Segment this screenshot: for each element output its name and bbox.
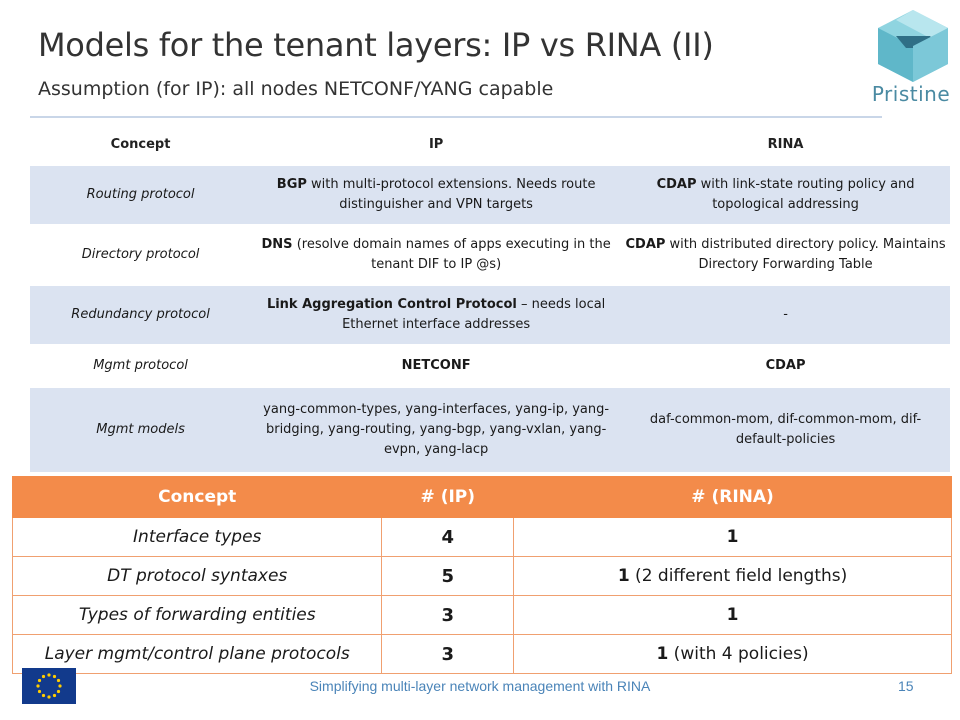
- header-concept: Concept: [30, 122, 251, 166]
- slide-subtitle: Assumption (for IP): all nodes NETCONF/YANG capable: [38, 78, 554, 100]
- row-rina-count: 1 (2 different field lengths): [514, 557, 952, 596]
- header-ip-count: # (IP): [382, 477, 514, 518]
- row-rina: daf-common-mom, dif-common-mom, dif-default-policies: [621, 388, 950, 472]
- complexity-count-table: [12, 476, 952, 674]
- row-ip: yang-common-types, yang-interfaces, yang-ip, yang-bridging, yang-routing, yang-bgp, yang-vxlan, yang-evpn, yang-lacp: [251, 388, 621, 472]
- table-row: [30, 344, 950, 388]
- header-rina: RINA: [621, 122, 950, 166]
- table-row: [13, 635, 952, 674]
- table-header-row: [30, 122, 950, 166]
- header-ip: IP: [251, 122, 621, 166]
- row-rina-count: 1: [514, 518, 952, 557]
- row-rina: -: [621, 286, 950, 344]
- table-row: [30, 166, 950, 224]
- title-divider: [30, 116, 882, 118]
- footer-text: Simplifying multi-layer network management with RINA: [309, 678, 651, 694]
- page-number: 15: [898, 678, 914, 694]
- table-row: [13, 596, 952, 635]
- row-ip-count: 4: [382, 518, 514, 557]
- pristine-logo: [868, 8, 958, 112]
- table-row: [13, 557, 952, 596]
- row-concept: Redundancy protocol: [30, 286, 251, 344]
- header-rina-count: # (RINA): [514, 477, 952, 518]
- row-ip-count: 3: [382, 596, 514, 635]
- row-concept: Routing protocol: [30, 166, 251, 224]
- row-ip: BGP with multi-protocol extensions. Needs route distinguisher and VPN targets: [251, 166, 621, 224]
- row-ip: NETCONF: [401, 358, 471, 373]
- row-concept: DT protocol syntaxes: [13, 557, 382, 596]
- header-concept: Concept: [13, 477, 382, 518]
- row-rina: CDAP with distributed directory policy. Maintains Directory Forwarding Table: [625, 237, 946, 272]
- row-ip-count: 5: [382, 557, 514, 596]
- table-row: [30, 286, 950, 344]
- row-concept: Layer mgmt/control plane protocols: [13, 635, 382, 674]
- row-concept: Types of forwarding entities: [13, 596, 382, 635]
- ip-vs-rina-table: [30, 122, 950, 472]
- row-rina-count: 1 (with 4 policies): [514, 635, 952, 674]
- row-ip-count: 3: [382, 635, 514, 674]
- row-ip: Link Aggregation Control Protocol – needs local Ethernet interface addresses: [251, 286, 621, 344]
- row-rina-count: 1: [514, 596, 952, 635]
- table-header-row: [13, 477, 952, 518]
- table-row: [30, 224, 950, 286]
- row-rina: CDAP with link-state routing policy and topological addressing: [621, 166, 950, 224]
- row-ip: DNS (resolve domain names of apps executing in the tenant DIF to IP @s): [261, 237, 611, 272]
- row-concept: Directory protocol: [81, 247, 200, 262]
- slide-title: Models for the tenant layers: IP vs RINA (II): [38, 26, 714, 64]
- hexagon-logo-icon: [868, 8, 958, 82]
- table-row: [30, 388, 950, 472]
- logo-text: Pristine: [871, 82, 951, 106]
- row-concept: Mgmt models: [30, 388, 251, 472]
- table-row: [13, 518, 952, 557]
- row-concept: Interface types: [13, 518, 382, 557]
- row-concept: Mgmt protocol: [93, 358, 188, 373]
- row-rina: CDAP: [765, 358, 806, 373]
